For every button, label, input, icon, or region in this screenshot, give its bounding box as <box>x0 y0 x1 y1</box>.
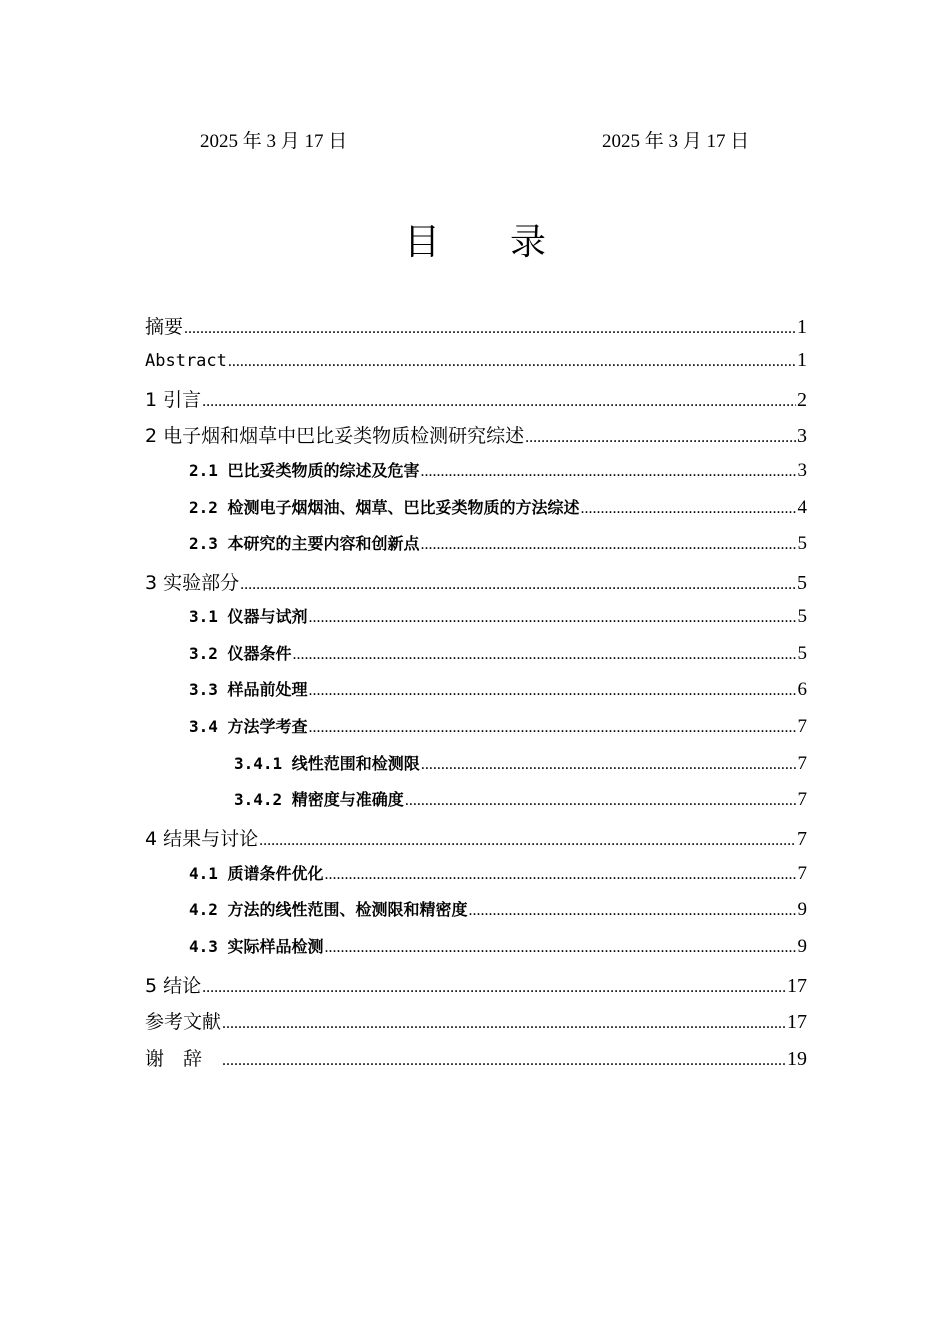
toc-entry-3-4[interactable] <box>189 714 807 750</box>
toc-entry-label: 3.1 仪器与试剂 <box>189 607 308 626</box>
toc-entry-4[interactable] <box>145 824 807 860</box>
toc-page-number: 3 <box>797 425 807 447</box>
toc-entry-label: 4.3 实际样品检测 <box>189 937 324 956</box>
toc-entry-references[interactable] <box>145 1007 807 1043</box>
date-left: 2025 年 3 月 17 日 <box>200 131 348 152</box>
toc-entry-label: 3.4 方法学考查 <box>189 717 308 736</box>
toc-entry-3-2[interactable] <box>189 641 807 677</box>
toc-leader-dots <box>293 646 797 664</box>
toc-entry-label: 2.2 检测电子烟烟油、烟草、巴比妥类物质的方法综述 <box>189 498 580 517</box>
toc-entry-2[interactable] <box>145 421 807 457</box>
toc-leader-dots <box>525 429 796 447</box>
toc-leader-dots <box>469 902 797 920</box>
toc-leader-dots <box>405 792 797 810</box>
toc-entry-3-4-2[interactable] <box>234 787 807 823</box>
toc-leader-dots <box>240 576 796 594</box>
toc-entry-acknowledgements[interactable] <box>145 1044 807 1080</box>
toc-page-number: 7 <box>797 828 807 850</box>
toc-leader-dots <box>222 1052 786 1070</box>
toc-entry-label: 2.1 巴比妥类物质的综述及危害 <box>189 461 420 480</box>
toc-entry-4-2[interactable] <box>189 897 807 933</box>
toc-page-number: 5 <box>797 606 807 627</box>
toc-entry-label: 谢辞 <box>145 1048 222 1070</box>
page-title: 目录 <box>403 222 616 263</box>
toc-page-number: 7 <box>797 863 807 884</box>
toc-entry-3[interactable] <box>145 568 807 604</box>
toc-entry-2-3[interactable] <box>189 531 807 567</box>
toc-entry-2-2[interactable] <box>189 495 807 531</box>
toc-entry-label: 2.3 本研究的主要内容和创新点 <box>189 534 420 553</box>
toc-entry-label: 4 结果与讨论 <box>145 828 259 850</box>
toc-leader-dots <box>309 682 797 700</box>
date-right: 2025 年 3 月 17 日 <box>602 131 750 152</box>
toc-entry-label: 3.2 仪器条件 <box>189 644 292 663</box>
toc-page-number: 6 <box>797 679 807 700</box>
toc-page-number: 4 <box>797 497 807 518</box>
toc-page-number: 9 <box>797 936 807 957</box>
toc-entry-label: 3.4.1 线性范围和检测限 <box>234 754 420 773</box>
toc-entry-4-1[interactable] <box>189 861 807 897</box>
toc-entry-label: Abstract <box>145 351 227 371</box>
toc-entry-label: 1 引言 <box>145 389 202 411</box>
toc-page-number: 7 <box>797 789 807 810</box>
toc-entry-label: 3.4.2 精密度与准确度 <box>234 790 404 809</box>
toc-entry-label: 2 电子烟和烟草中巴比妥类物质检测研究综述 <box>145 425 525 447</box>
toc-leader-dots <box>421 756 797 774</box>
toc-entry-3-1[interactable] <box>189 604 807 640</box>
toc-leader-dots <box>325 939 797 957</box>
toc-leader-dots <box>421 463 797 481</box>
toc-leader-dots <box>184 320 796 338</box>
toc-entry-label: 摘要 <box>145 316 184 338</box>
toc-entry-label: 4.2 方法的线性范围、检测限和精密度 <box>189 900 468 919</box>
toc-leader-dots <box>202 979 786 997</box>
toc-entry-3-3[interactable] <box>189 677 807 713</box>
toc-entry-label: 参考文献 <box>145 1011 222 1033</box>
toc-leader-dots <box>309 609 797 627</box>
toc-page-number: 17 <box>787 975 807 997</box>
toc-leader-dots <box>309 719 797 737</box>
toc-entry-2-1[interactable] <box>189 458 807 494</box>
toc-entry-label: 5 结论 <box>145 975 202 997</box>
toc-entry-abstract-en[interactable] <box>145 349 807 385</box>
toc-leader-dots <box>325 866 797 884</box>
toc-entry-label: 3 实验部分 <box>145 572 240 594</box>
toc-leader-dots <box>222 1015 786 1033</box>
toc-page-number: 17 <box>787 1011 807 1033</box>
toc-page-number: 19 <box>787 1048 807 1070</box>
toc-page-number: 2 <box>797 389 807 411</box>
toc-entry-label: 3.3 样品前处理 <box>189 680 308 699</box>
toc-page-number: 1 <box>797 316 807 338</box>
toc-leader-dots <box>228 353 796 371</box>
toc-entry-5[interactable] <box>145 971 807 1007</box>
toc-entry-label: 4.1 质谱条件优化 <box>189 864 324 883</box>
toc-entry-4-3[interactable] <box>189 934 807 970</box>
toc-leader-dots <box>202 393 796 411</box>
toc-page-number: 5 <box>797 533 807 554</box>
toc-page-number: 7 <box>797 716 807 737</box>
toc-leader-dots <box>259 832 796 850</box>
toc-page-number: 7 <box>797 753 807 774</box>
toc-page-number: 5 <box>797 643 807 664</box>
toc-leader-dots <box>581 500 797 518</box>
toc-page-number: 9 <box>797 899 807 920</box>
toc-page-number: 5 <box>797 572 807 594</box>
toc-page-number: 3 <box>797 460 807 481</box>
toc-entry-abstract-cn[interactable] <box>145 312 807 348</box>
toc-page-number: 1 <box>797 349 807 371</box>
toc-entry-3-4-1[interactable] <box>234 751 807 787</box>
toc-leader-dots <box>421 536 797 554</box>
toc-entry-1[interactable] <box>145 385 807 421</box>
